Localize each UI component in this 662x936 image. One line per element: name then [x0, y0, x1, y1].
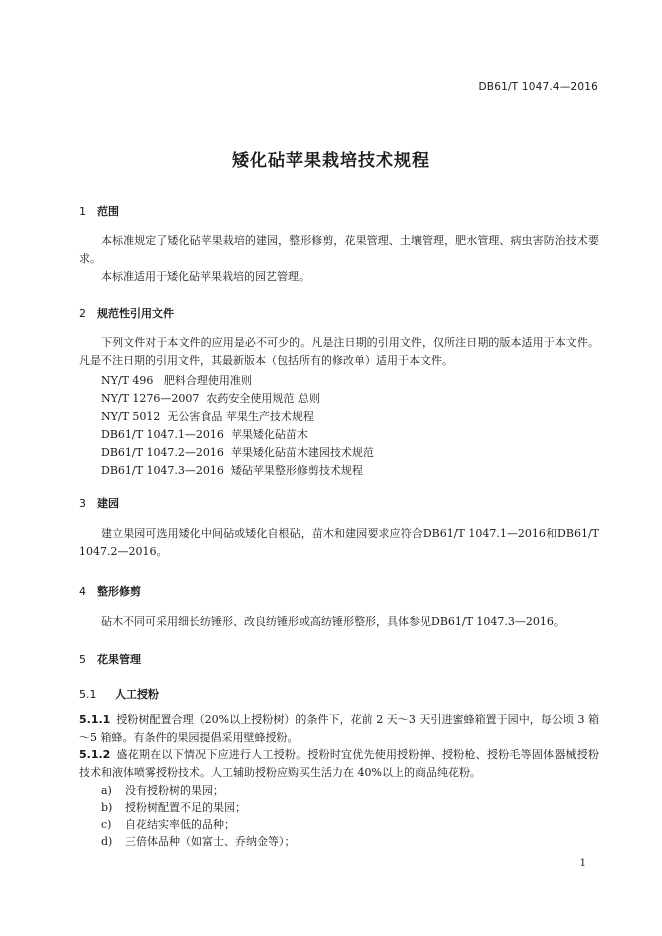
clause-text: 盛花期在以下情况下应进行人工授粉。授粉时宜优先使用授粉掸、授粉枪、授粉毛等固体器械授粉技术和液体喷雾授粉技术。人工辅助授粉应购买生活力在 40%以上的商品纯花粉。: [79, 748, 599, 779]
section-1-paragraph-1: 本标准规定了矮化砧苹果栽培的建园，整形修剪，花果管理、土壤管理，肥水管理、病虫害防治技术要求。: [79, 234, 599, 265]
clause-number: 5.1.2: [79, 748, 111, 761]
clause-5-1-1: [79, 711, 599, 747]
section-number: 2: [79, 307, 86, 320]
reference-item: NY/T 496 肥料合理使用准则: [101, 374, 252, 387]
reference-item: DB61/T 1047.1—2016 苹果矮化砧苗木: [101, 428, 308, 441]
section-3-heading: [79, 495, 119, 511]
list-item: [101, 800, 246, 816]
section-title: 范围: [97, 205, 119, 218]
list-marker: b): [101, 801, 113, 814]
list-item: [101, 834, 296, 850]
list-text: 三倍体品种（如富士、乔纳金等）；: [125, 835, 296, 848]
list-text: 没有授粉树的果园；: [125, 784, 224, 797]
section-title: 规范性引用文件: [97, 307, 174, 320]
section-5-1-heading: [79, 686, 159, 702]
section-number: 5: [79, 653, 86, 666]
list-item: [101, 783, 224, 799]
reference-item: NY/T 5012 无公害食品 苹果生产技术规程: [101, 410, 314, 423]
section-title: 建园: [97, 497, 119, 510]
document-title: 矮化砧苹果栽培技术规程: [232, 151, 430, 171]
clause-text: 授粉树配置合理（20%以上授粉树）的条件下，花前 2 天～3 天引进蜜蜂箱置于园中，每公顷 3 箱～5 箱蜂。有条件的果园提倡采用壁蜂授粉。: [79, 713, 599, 744]
section-4-paragraph-1: 砧木不同可采用细长纺锤形、改良纺锤形或高纺锤形整形，具体参见DB61/T 1047.3—2016。: [101, 615, 565, 628]
list-marker: d): [101, 835, 113, 848]
list-marker: c): [101, 818, 112, 831]
section-title: 花果管理: [97, 653, 141, 666]
section-number: 1: [79, 205, 86, 218]
reference-item: NY/T 1276—2007 农药安全使用规范 总则: [101, 392, 320, 405]
section-2-paragraph-1: 下列文件对于本文件的应用是必不可少的。凡是注日期的引用文件，仅所注日期的版本适用于本文件。凡是不注日期的引用文件，其最新版本（包括所有的修改单）适用于本文件。: [79, 336, 599, 367]
reference-item: DB61/T 1047.2—2016 苹果矮化砧苗木建园技术规范: [101, 446, 374, 459]
list-text: 自花结实率低的品种；: [125, 818, 235, 831]
reference-item: DB61/T 1047.3—2016 矮砧苹果整形修剪技术规程: [101, 464, 363, 477]
clause-5-1-2: [79, 746, 599, 782]
section-number: 4: [79, 585, 86, 598]
section-5-heading: [79, 651, 141, 667]
section-title: 人工授粉: [115, 688, 159, 701]
document-code: DB61/T 1047.4—2016: [478, 81, 598, 93]
section-1-heading: [79, 203, 119, 219]
section-number: 5.1: [79, 688, 97, 701]
section-4-heading: [79, 583, 141, 599]
page-number: 1: [579, 858, 586, 869]
list-text: 授粉树配置不足的果园；: [125, 801, 246, 814]
section-2-heading: [79, 305, 174, 321]
list-item: [101, 817, 235, 833]
clause-number: 5.1.1: [79, 713, 111, 726]
section-3-paragraph-1: 建立果园可选用矮化中间砧或矮化自根砧，苗木和建园要求应符合DB61/T 1047.1—2016和DB61/T 1047.2—2016。: [79, 527, 599, 558]
section-1-paragraph-2: 本标准适用于矮化砧苹果栽培的园艺管理。: [101, 270, 310, 283]
list-marker: a): [101, 784, 112, 797]
section-number: 3: [79, 497, 86, 510]
section-title: 整形修剪: [97, 585, 141, 598]
